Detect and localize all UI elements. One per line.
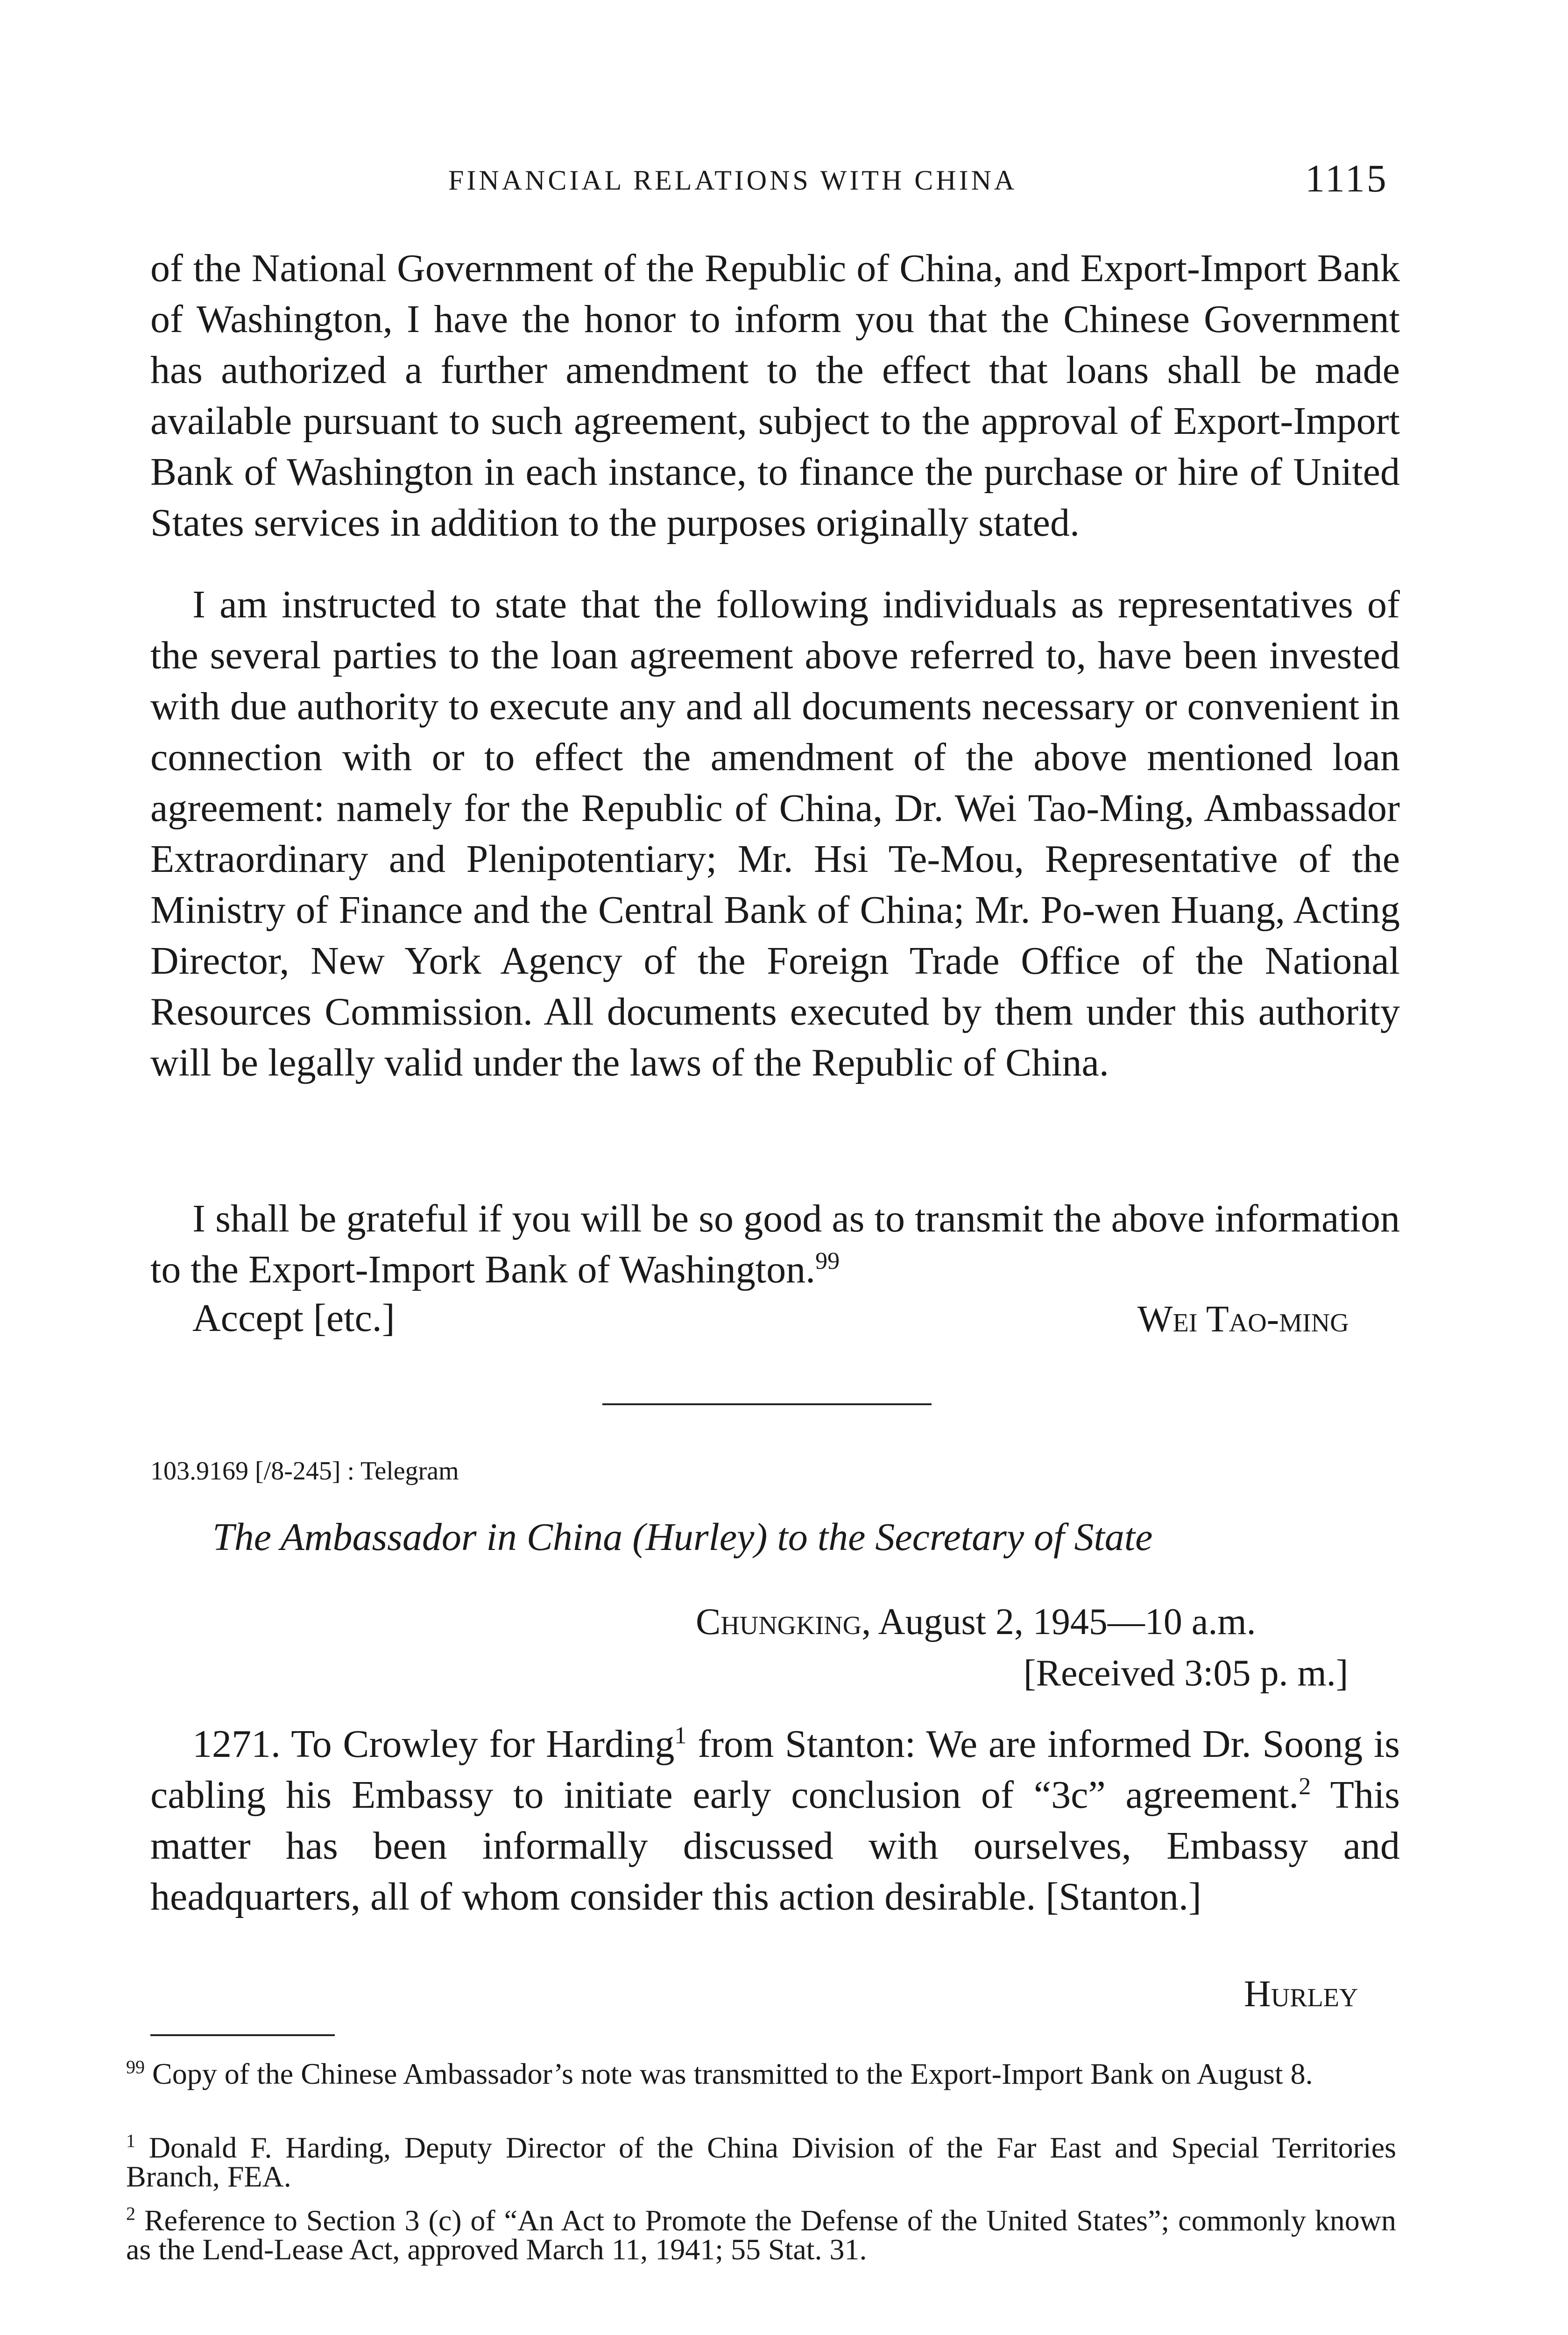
letter-paragraph-1: of the National Government of the Republic of China, and Export-Import Bank of Washington, I have the honor to inform you that the Chinese Government has authorized a further amendment to the effect that loans shall be made available pursuant to such agreement, subject to the approval of Export-Import Bank of Washington in each instance, to finance the purchase or hire of United States services in addition to the purposes originally stated.: [150, 247, 1400, 545]
footnote-text: Donald F. Harding, Deputy Director of the China Division of the Far East and Special Territories Branch, FEA.: [126, 2131, 1397, 2193]
letter-paragraph-2-text: I am instructed to state that the following individuals as representatives of the several parties to the loan agreement above referred to, have been invested with due authority to execute any and all documents necessary or convenient in connection with or to effect the amendment of the above mentioned loan agreement: namely for the Republic of China, Dr. Wei Tao-Ming, Ambassador Extraordinary and Plenipotentiary; Mr. Hsi Te-Mou, Representative of the Ministry of Finance and the Central Bank of China; Mr. Po-wen Huang, Acting Director, New York Agency of the Foreign Trade Office of the National Resources Commission. All documents executed by them under this authority will be legally valid under the laws of the Republic of China.: [150, 583, 1400, 1084]
letter-paragraph-2: [150, 579, 1400, 1088]
telegram-body: [150, 1719, 1400, 1922]
page-number: 1115: [1305, 157, 1388, 200]
footnote-text: Reference to Section 3 (c) of “An Act to Promote the Defense of the United States”; commonly known as the Lend-Lease Act, approved March 11, 1941; 55 Stat. 31.: [126, 2204, 1397, 2266]
telegram-body-b: from Stanton: We are informed Dr. Soong is cabling his Embassy to initiate early conclusion of “3c” agreement.: [150, 1722, 1400, 1817]
dateline-date: August 2, 1945—10 a.m.: [878, 1601, 1256, 1642]
footnote-ref-99: 99: [815, 1248, 840, 1274]
running-header: FINANCIAL RELATIONS WITH CHINA: [448, 165, 1017, 196]
letter-paragraph-3: [150, 1193, 1400, 1295]
dateline: [696, 1601, 1256, 1643]
file-reference: 103.9169 [/8-245] : Telegram: [150, 1457, 459, 1486]
footnote-mark: 2: [126, 2203, 135, 2224]
telegram-body-c: This matter has been informally discussed with ourselves, Embassy and headquarters, all of whom consider this action desirable. [Stanton.]: [150, 1773, 1400, 1918]
footnote-mark: 1: [126, 2130, 135, 2151]
letter-closing: Accept [etc.]: [192, 1296, 395, 1340]
document-heading: The Ambassador in China (Hurley) to the Secretary of State: [212, 1515, 1153, 1559]
dateline-place: Chungking,: [696, 1601, 871, 1642]
telegram-body-a: 1271. To Crowley for Harding: [192, 1722, 675, 1766]
footnote-ref-1: 1: [674, 1722, 687, 1749]
received-note: [Received 3:05 p. m.]: [1024, 1653, 1349, 1694]
letter-signature: Wei Tao-ming: [1137, 1299, 1349, 1340]
letter-paragraph-3-text: I shall be grateful if you will be so good as to transmit the above information to the Export-Import Bank of Washington.: [150, 1197, 1400, 1291]
telegram-signature: Hurley: [1244, 1974, 1358, 2015]
footnote-mark: 99: [126, 2056, 145, 2078]
footnote-1: [126, 2130, 1397, 2193]
footnote-2: [126, 2203, 1397, 2266]
section-divider: [602, 1403, 932, 1405]
footnote-ref-2: 2: [1299, 1773, 1311, 1800]
footnote-rule: [150, 2034, 335, 2036]
footnote-99: [126, 2056, 1396, 2090]
footnote-text: Copy of the Chinese Ambassador’s note was transmitted to the Export-Import Bank on August 8.: [152, 2057, 1313, 2090]
